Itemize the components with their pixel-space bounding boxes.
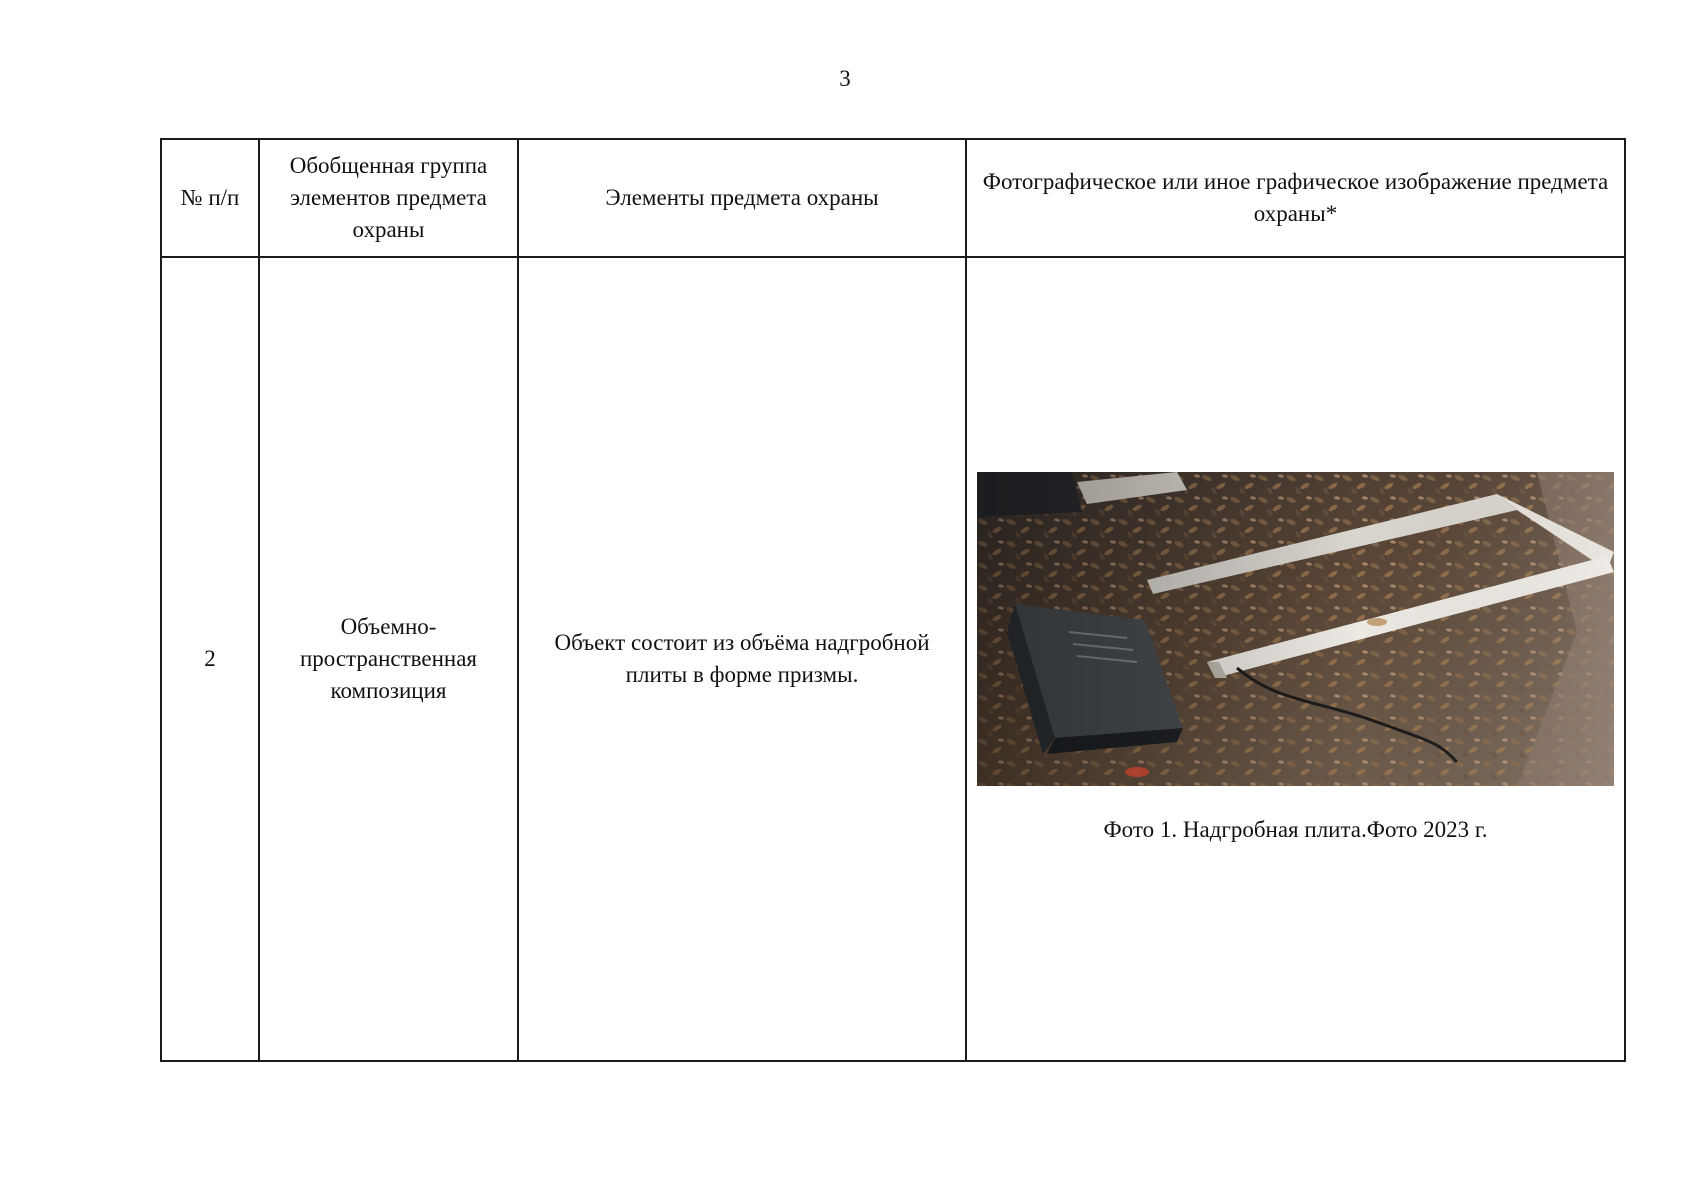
header-group: Обобщенная группа элементов предмета охраны: [259, 139, 518, 257]
row-image-cell: [966, 257, 1625, 1061]
header-number: № п/п: [161, 139, 259, 257]
photo-wrapper: [977, 472, 1614, 846]
tombstone-photo: [977, 472, 1614, 786]
header-image: Фотографическое или иное графическое изображение предмета охраны*: [966, 139, 1625, 257]
row-group: Объемно-пространственная композиция: [259, 257, 518, 1061]
row-elements: Объект состоит из объёма надгробной плиты в форме призмы.: [518, 257, 966, 1061]
page-number: 3: [839, 66, 851, 91]
protection-subject-table: [160, 138, 1626, 1062]
header-elements: Элементы предмета охраны: [518, 139, 966, 257]
row-number: 2: [161, 257, 259, 1061]
table-header-row: [161, 139, 1625, 257]
table-row: [161, 257, 1625, 1061]
photo-caption: Фото 1. Надгробная плита.Фото 2023 г.: [1103, 817, 1488, 842]
